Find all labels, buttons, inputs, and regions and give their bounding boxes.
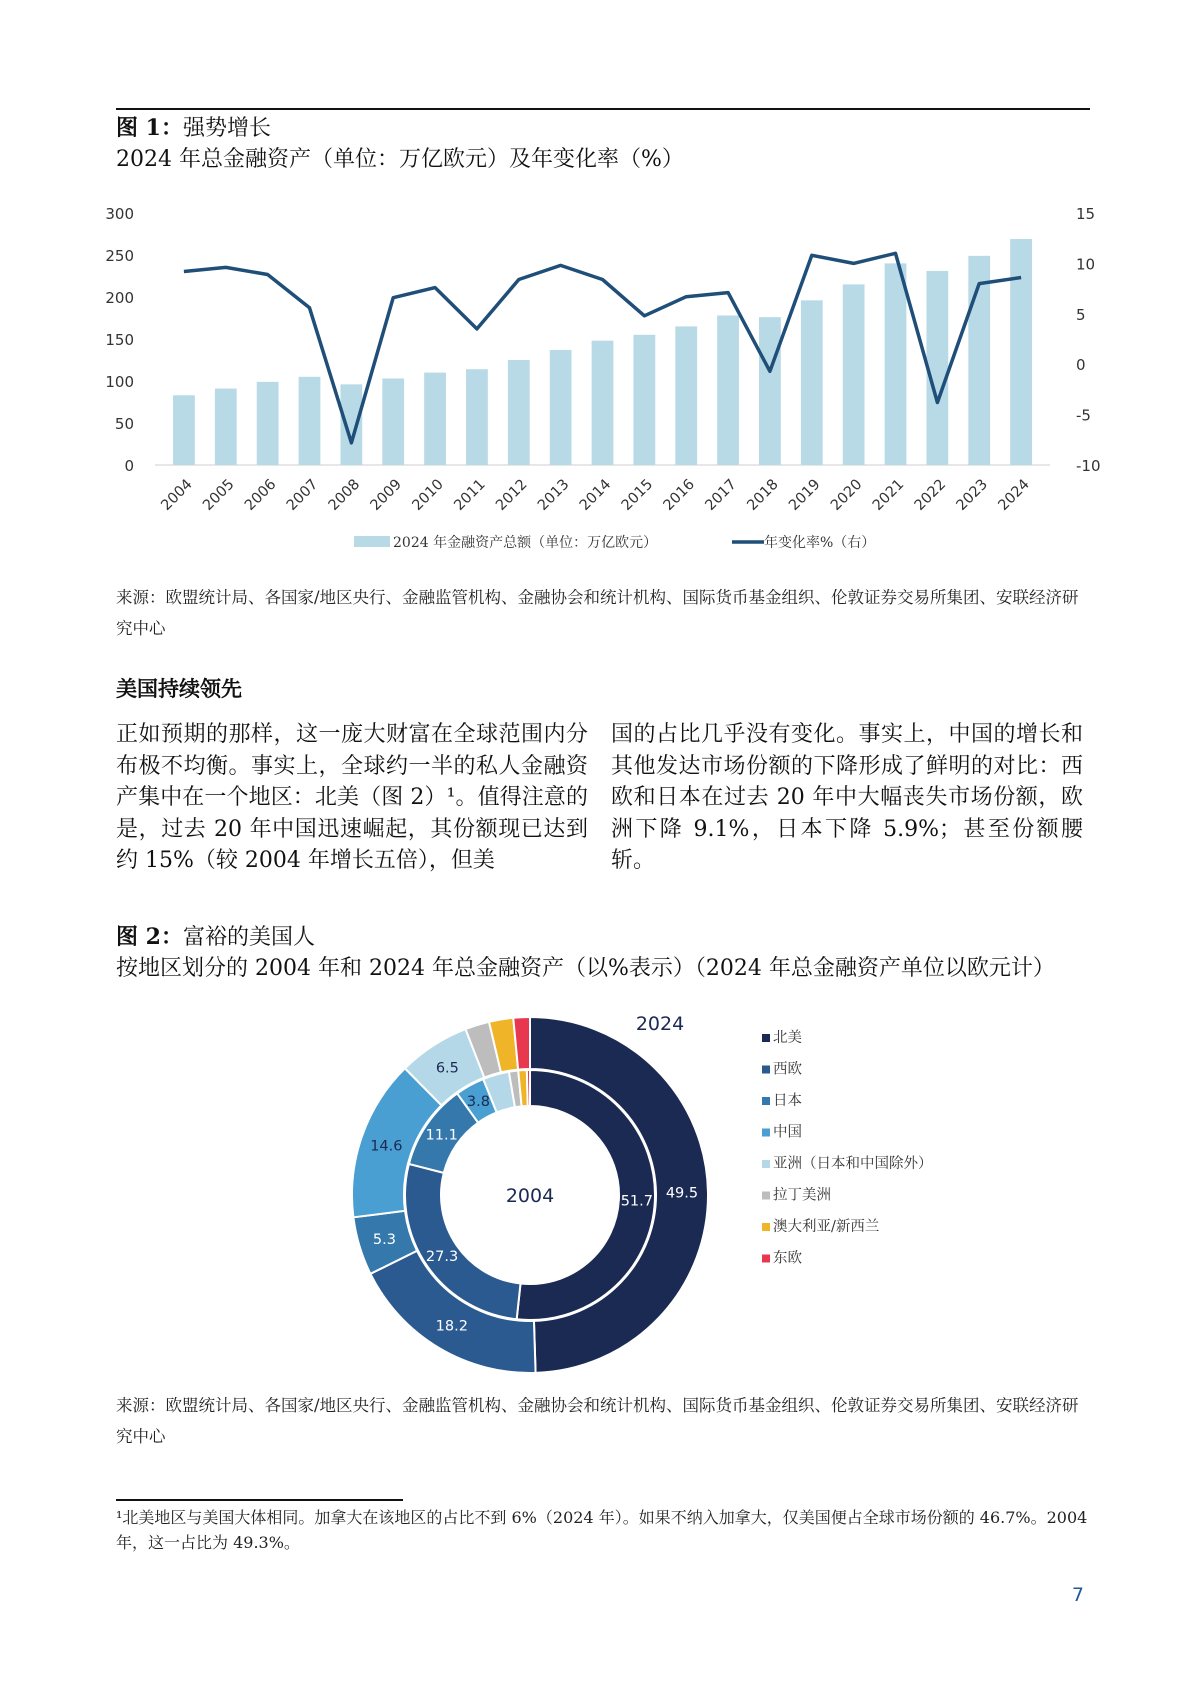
bar-2018 bbox=[759, 317, 781, 465]
x-axis-tick: 2018 bbox=[744, 476, 782, 514]
bar-2010 bbox=[424, 373, 446, 465]
x-axis-tick: 2004 bbox=[158, 476, 196, 514]
x-axis-tick: 2013 bbox=[535, 476, 573, 514]
legend-swatch-1 bbox=[762, 1066, 770, 1074]
x-axis-tick: 2015 bbox=[618, 476, 657, 514]
figure1-label: 图 1： bbox=[116, 115, 183, 141]
x-axis-tick: 2012 bbox=[493, 476, 531, 514]
right-axis-tick: -5 bbox=[1076, 406, 1091, 425]
figure1-chart bbox=[100, 195, 1100, 565]
legend-label-2: 日本 bbox=[773, 1093, 802, 1109]
footnote-rule bbox=[116, 1499, 403, 1501]
legend-label-0: 北美 bbox=[773, 1030, 802, 1046]
figure1-subtitle: 2024 年总金融资产（单位：万亿欧元）及年变化率（%） bbox=[116, 147, 684, 172]
figure1-title-text: 强势增长 bbox=[182, 116, 271, 141]
x-axis-tick: 2009 bbox=[367, 476, 406, 514]
bar-2009 bbox=[382, 378, 404, 465]
x-axis-tick: 2014 bbox=[576, 476, 615, 514]
legend-swatch-6 bbox=[762, 1223, 770, 1231]
legend-swatch-4 bbox=[762, 1160, 770, 1168]
left-axis-tick: 200 bbox=[105, 289, 134, 307]
figure2-title bbox=[116, 922, 315, 953]
bar-2014 bbox=[592, 341, 614, 465]
bar-2008 bbox=[340, 384, 362, 465]
bar-2004 bbox=[173, 395, 195, 465]
section-heading: 美国持续领先 bbox=[116, 676, 242, 701]
right-axis-tick: 15 bbox=[1076, 205, 1096, 223]
x-axis-tick: 2011 bbox=[451, 476, 489, 514]
figure2-chart bbox=[330, 1000, 1030, 1380]
slice-2004-7 bbox=[527, 1070, 530, 1106]
bar-2017 bbox=[717, 315, 739, 465]
x-axis-tick: 2024 bbox=[995, 476, 1033, 514]
right-axis-tick: -10 bbox=[1076, 457, 1100, 475]
left-axis-tick: 50 bbox=[114, 415, 134, 433]
legend-swatch-5 bbox=[762, 1192, 770, 1200]
x-axis-tick: 2016 bbox=[660, 476, 699, 514]
x-axis-tick: 2010 bbox=[409, 476, 447, 514]
slice-label: 49.5 bbox=[665, 1185, 699, 1202]
slice-label: 3.8 bbox=[466, 1094, 490, 1111]
left-axis-tick: 100 bbox=[105, 373, 134, 391]
bar-2007 bbox=[299, 377, 321, 465]
outer-ring-label: 2024 bbox=[635, 1013, 685, 1035]
right-axis-tick: 10 bbox=[1076, 255, 1096, 274]
legend-label-3: 中国 bbox=[773, 1124, 802, 1141]
right-axis-tick: 0 bbox=[1076, 356, 1086, 375]
bar-2021 bbox=[885, 263, 907, 465]
legend-label-1: 西欧 bbox=[773, 1061, 802, 1078]
legend-label-6: 澳大利亚/新西兰 bbox=[773, 1219, 880, 1235]
bar-2012 bbox=[508, 360, 530, 465]
left-axis-tick: 300 bbox=[105, 205, 134, 223]
x-axis-tick: 2020 bbox=[828, 476, 866, 514]
x-axis-tick: 2019 bbox=[786, 476, 824, 514]
slice-label: 5.3 bbox=[372, 1231, 396, 1248]
x-axis-tick: 2023 bbox=[953, 476, 992, 514]
bar-2020 bbox=[843, 284, 865, 465]
top-rule bbox=[116, 108, 1090, 110]
body-column-right: 国的占比几乎没有变化。事实上，中国的增长和其他发达市场份额的下降形成了鲜明的对比：西欧和日本在过去 20 年中大幅丧失市场份额，欧洲下降 9.1%，日本下降 5.9%；甚至份额腰斩。 bbox=[611, 722, 1083, 873]
slice-label: 14.6 bbox=[370, 1138, 403, 1155]
figure2-source: 来源：欧盟统计局、各国家/地区央行、金融监管机构、金融协会和统计机构、国际货币基金组织、伦敦证券交易所集团、安联经济研究中心 bbox=[116, 1396, 1079, 1446]
x-axis-tick: 2017 bbox=[702, 476, 740, 514]
slice-label: 27.3 bbox=[425, 1248, 459, 1265]
legend-bar-label: 2024 年金融资产总额（单位：万亿欧元） bbox=[393, 535, 658, 551]
figure1-title bbox=[116, 113, 271, 144]
bar-2015 bbox=[633, 335, 655, 465]
legend-line-label: 年变化率%（右） bbox=[764, 535, 876, 551]
figure1-source: 来源：欧盟统计局、各国家/地区央行、金融监管机构、金融协会和统计机构、国际货币基金组织、伦敦证券交易所集团、安联经济研究中心 bbox=[116, 588, 1079, 638]
legend-label-5: 拉丁美洲 bbox=[773, 1187, 831, 1204]
legend-swatch-2 bbox=[762, 1097, 770, 1105]
bar-2019 bbox=[801, 300, 823, 465]
legend-swatch-7 bbox=[762, 1255, 770, 1263]
slice-label: 18.2 bbox=[435, 1318, 468, 1335]
footnote: ¹北美地区与美国大体相同。加拿大在该地区的占比不到 6%（2024 年）。如果不纳入加拿大，仅美国便占全球市场份额的 46.7%。2004 年，这一占比为 49.3%。 bbox=[116, 1508, 1088, 1552]
slice-label: 6.5 bbox=[435, 1060, 459, 1077]
x-axis-tick: 2006 bbox=[242, 476, 280, 514]
bar-2005 bbox=[215, 389, 237, 465]
x-axis-tick: 2022 bbox=[911, 476, 950, 514]
body-column-left: 正如预期的那样，这一庞大财富在全球范围内分布极不均衡。事实上，全球约一半的私人金融资产集中在一个地区：北美（图 2）¹。值得注意的是，过去 20 年中国迅速崛起，其份额现已达到约 15%（较 2004 年增长五倍），但美 bbox=[116, 722, 588, 873]
x-axis-tick: 2021 bbox=[869, 476, 908, 514]
slice-label: 51.7 bbox=[620, 1193, 653, 1210]
left-axis-tick: 0 bbox=[124, 457, 134, 475]
legend-label-7: 东欧 bbox=[773, 1250, 802, 1267]
bar-2006 bbox=[257, 382, 279, 465]
bar-2011 bbox=[466, 369, 488, 465]
bar-2024 bbox=[1010, 239, 1032, 465]
left-axis-tick: 250 bbox=[105, 247, 134, 265]
left-axis-tick: 150 bbox=[105, 331, 134, 349]
right-axis-tick: 5 bbox=[1076, 305, 1086, 324]
slice-label: 11.1 bbox=[425, 1127, 458, 1144]
x-axis-tick: 2008 bbox=[325, 476, 364, 514]
legend-label-4: 亚洲（日本和中国除外） bbox=[773, 1156, 933, 1172]
page-number: 7 bbox=[1071, 1584, 1084, 1606]
bar-2022 bbox=[926, 271, 948, 465]
x-axis-tick: 2005 bbox=[200, 476, 238, 514]
inner-ring-label: 2004 bbox=[505, 1185, 555, 1207]
legend-bar-swatch bbox=[354, 536, 390, 547]
bar-2013 bbox=[550, 350, 572, 465]
figure2-subtitle: 按地区划分的 2004 年和 2024 年总金融资产（以%表示）（2024 年总金融资产单位以欧元计） bbox=[116, 956, 1055, 981]
bar-2016 bbox=[675, 326, 697, 465]
legend-swatch-0 bbox=[762, 1034, 770, 1042]
x-axis-tick: 2007 bbox=[283, 476, 322, 514]
figure2-label: 图 2： bbox=[116, 924, 183, 950]
figure2-title-text: 富裕的美国人 bbox=[182, 925, 315, 950]
legend-swatch-3 bbox=[762, 1129, 770, 1137]
